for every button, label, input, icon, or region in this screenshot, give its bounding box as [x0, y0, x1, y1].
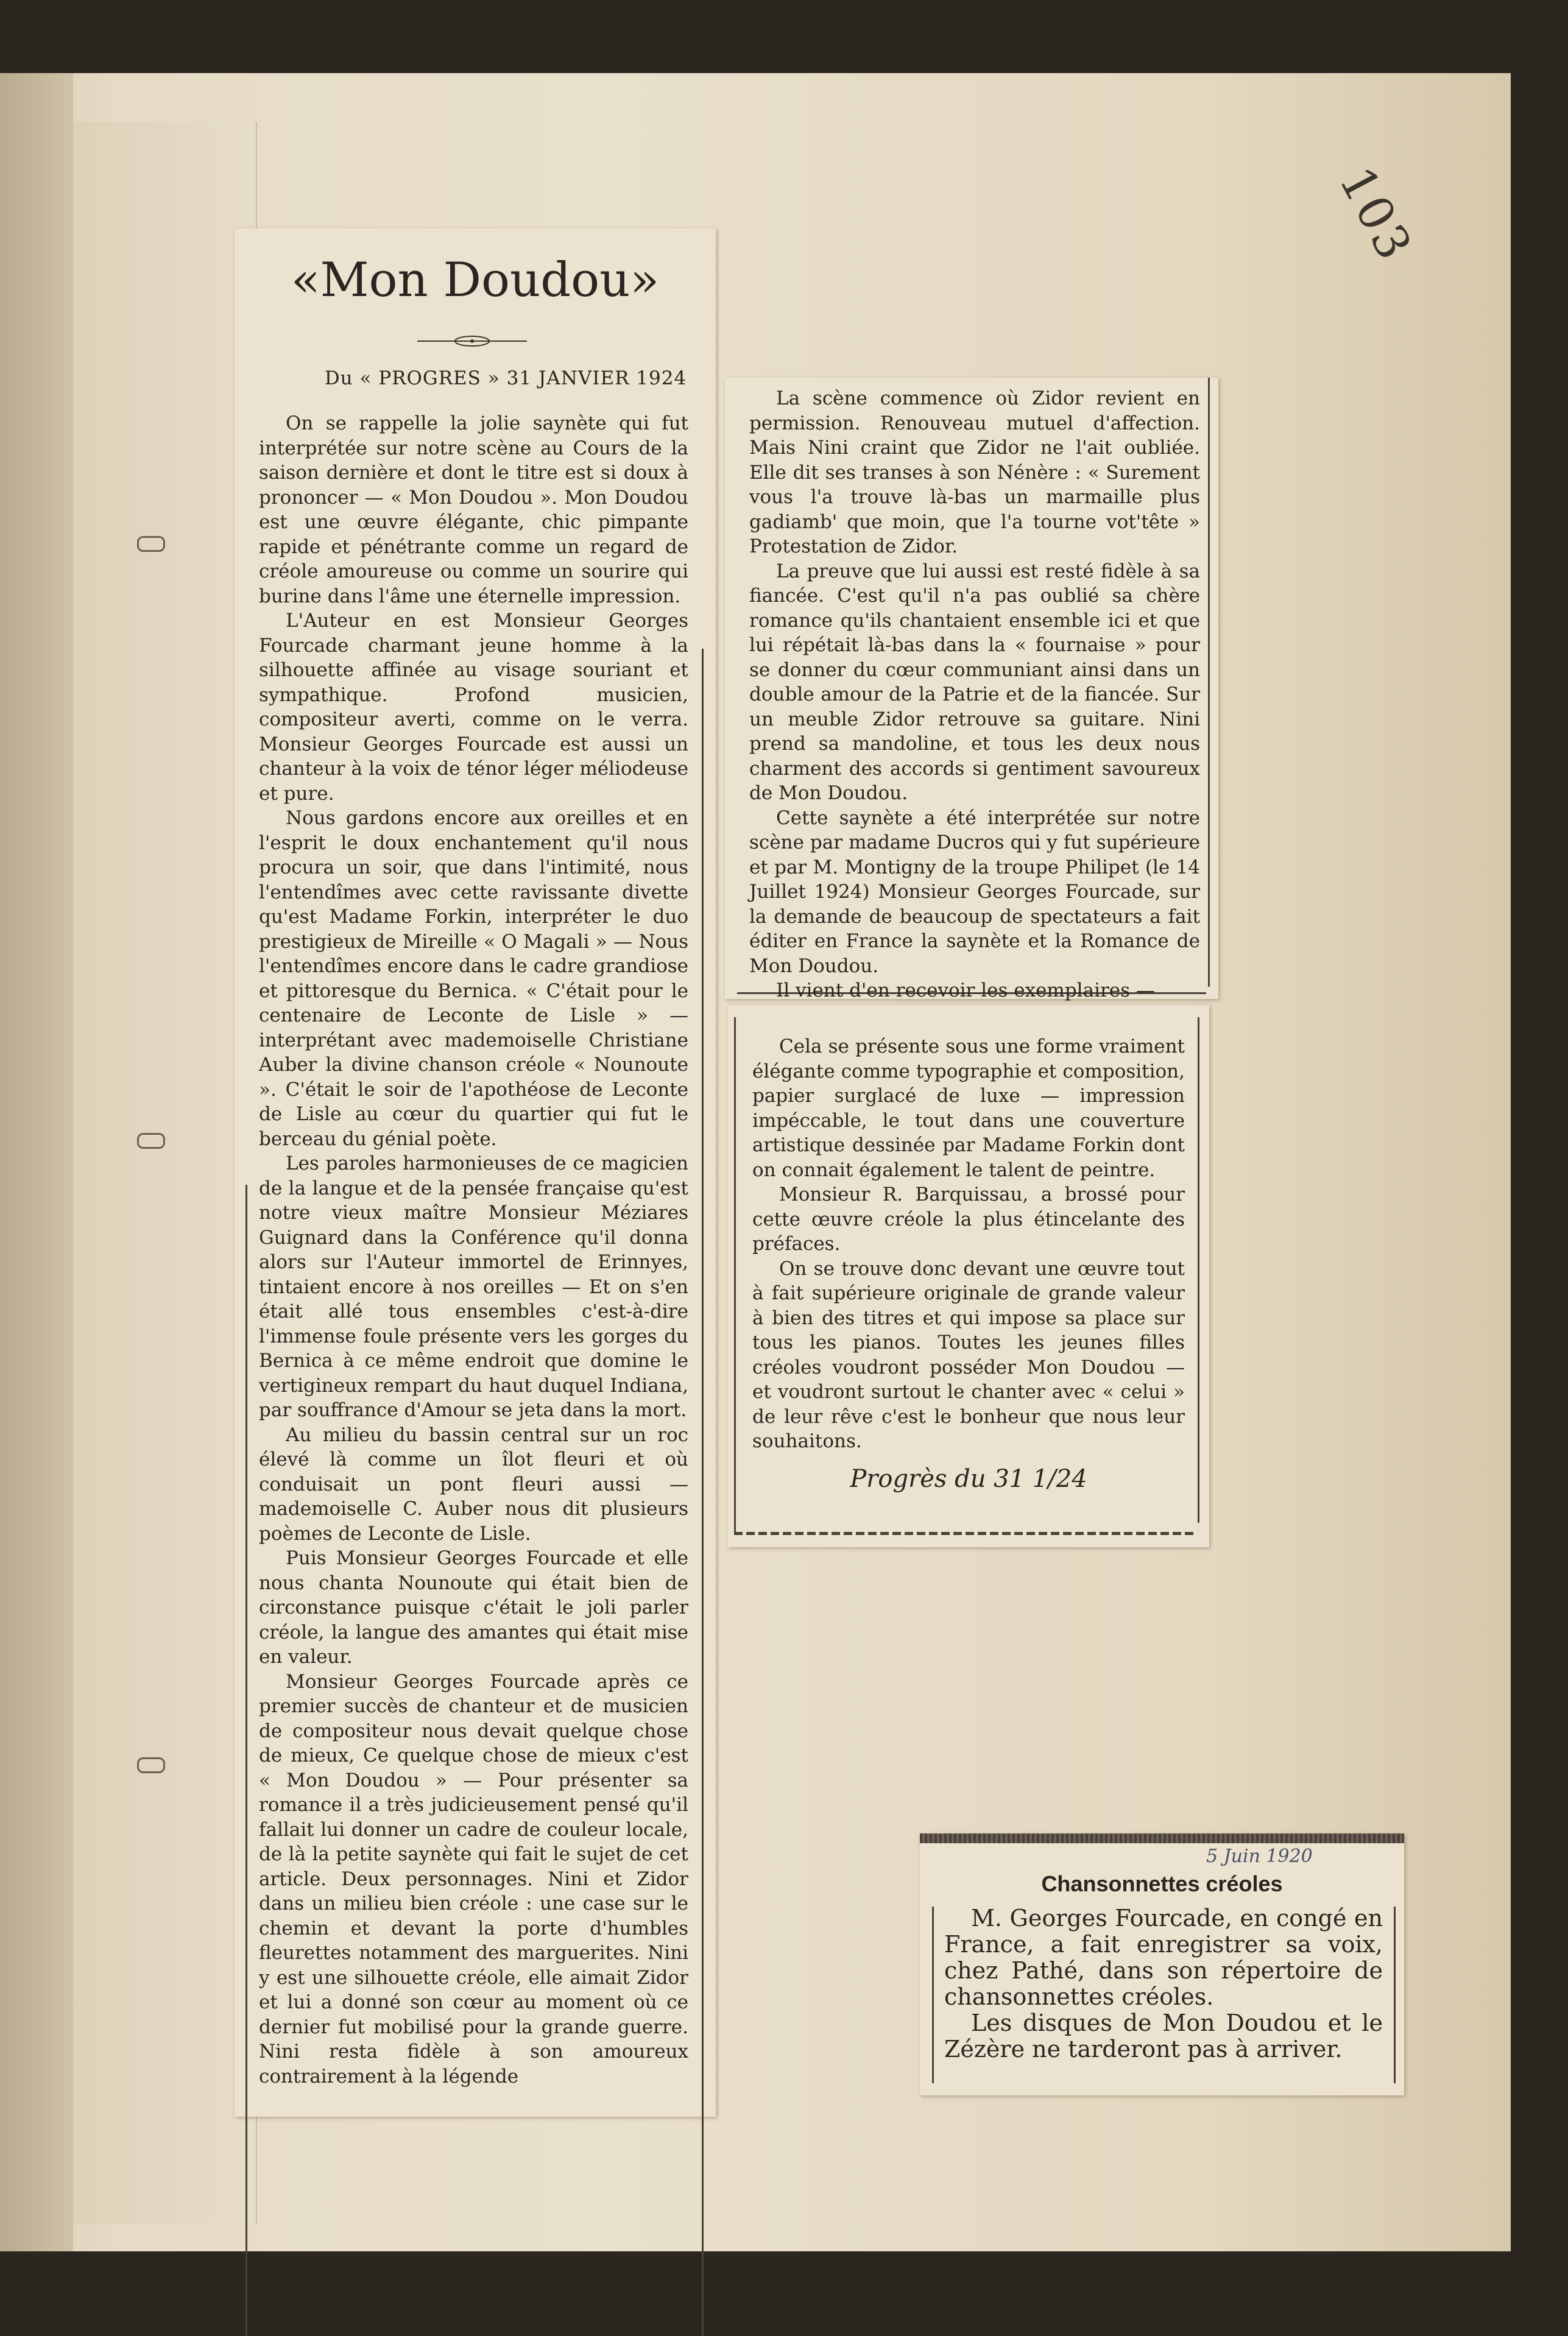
- paragraph: Cette saynète a été interprétée sur notre scène par madame Ducros qui y fut supérieure et par M. Montigny de la troupe Philipet (le 14 Juillet 1924) Monsieur Georges Fourcade, sur la demande de beaucoup de spectateurs a fait éditer en France la saynète et la Romance de Mon Doudou.: [749, 806, 1200, 977]
- paragraph: On se trouve donc devant une œuvre tout à fait supérieure originale de grande valeur à bien des titres et qui impose sa place sur tous les pianos. Toutes les jeunes filles créoles voudront posséder Mon Doudou — et voudront surtout le chanter avec « celui » de leur rêve c'est le bonheur que nous leur souhaitons.: [752, 1257, 1185, 1452]
- page-number: 103: [1328, 158, 1423, 271]
- ornament-divider: [417, 332, 527, 350]
- handwritten-date: 5 Juin 1920: [1206, 1846, 1313, 1867]
- clipping-main-article: [235, 228, 716, 2117]
- paragraph: La preuve que lui aussi est resté fidèle à sa fiancée. C'est qu'il n'a pas oublié sa chère romance qu'ils chantaient ensemble ici et que lui répétait là-bas dans la « fournaise » pour se donner du cœur communiant ainsi dans un double amour de la Patrie et de la fiancée. Sur un meuble Zidor retrouve sa guitare. Nini prend sa mandoline, et tous les deux nous charment des accords si gentiment savoureux de Mon Doudou.: [749, 560, 1200, 804]
- paragraph: Monsieur Georges Fourcade après ce premier succès de chanteur et de musicien de compositeur nous devait quelque chose de mieux, Ce quelque chose de mieux c'est « Mon Doudou » — Pour présenter sa romance il a très judicieusement pensé qu'il fallait lui donner un cadre de couleur locale, de là la petite saynète qui fait le sujet de cet article. Deux personnages. Nini et Zidor dans un milieu bien créole : une case sur le chemin et devant la porte d'humbles fleurettes notamment des marguerites. Nini y est une silhouette créole, elle aimait Zidor et lui a donné son cœur au moment où ce dernier fut mobilisé pour la grande guerre. Nini resta fidèle à son amoureux contrairement à la légende: [259, 1670, 688, 2087]
- paragraph: Cela se présente sous une forme vraiment élégante comme typographie et composition, papier surglacé de luxe — impression impéccable, le tout dans une couverture artistique dessinée par Madame Forkin dont on connait également le talent de peintre.: [752, 1036, 1185, 1181]
- article-source: Du « PROGRES » 31 JANVIER 1924: [324, 367, 687, 389]
- article-body: [944, 1905, 1383, 2063]
- book-binding: [0, 73, 73, 2251]
- article-body: [259, 411, 688, 2089]
- clipping-continuation: [725, 378, 1218, 999]
- clipping-chansonnettes: [920, 1833, 1404, 2095]
- paragraph: Nous gardons encore aux oreilles et en l'esprit le doux enchantement qu'il nous procura un soir, que dans l'intimité, nous l'entendîmes avec cette ravissante divette qu'est Madame Forkin, interpréter le duo prestigieux de Mireille « O Magali » — Nous l'entendîmes encore dans le cadre grandiose et pittoresque du Bernica. « C'était pour le centenaire de Leconte de Lisle » — interprétant avec mademoiselle Christiane Auber la divine chanson créole « Nounoute ». C'était le soir de l'apothéose de Leconte de Lisle au cœur du quartier qui fut le berceau du génial poète.: [259, 807, 688, 1150]
- paragraph: La scène commence où Zidor revient en permission. Renouveau mutuel d'affection. Mais Nini craint que Zidor ne l'ait oubliée. Elle dit ses transes à son Nénère : « Surement vous l'a trouve là-bas un marmaille plus gadiamb' que moin, que l'a tourne vot'tête » Protestation de Zidor.: [749, 387, 1200, 557]
- column-rule: [1394, 1907, 1396, 2083]
- binding-ring: [137, 1757, 165, 1773]
- column-rule: [702, 649, 704, 2336]
- paragraph: L'Auteur en est Monsieur Georges Fourcade charmant jeune homme à la silhouette affinée au visage souriant et sympathique. Profond musicien, compositeur averti, comme on le verra. Monsieur Georges Fourcade est aussi un chanteur à la voix de ténor léger méliodeuse et pure.: [259, 610, 688, 805]
- article-title: «Mon Doudou»: [291, 253, 660, 308]
- binding-ring: [137, 1133, 165, 1149]
- paragraph: Puis Monsieur Georges Fourcade et elle nous chanta Nounoute qui était bien de circonstance puisque c'était le joli parler créole, la langue des amantes qui était mise en valeur.: [259, 1547, 688, 1668]
- paragraph: M. Georges Fourcade, en congé en France, a fait enregistrer sa voix, chez Pathé, dans son répertoire de chansonnettes créoles.: [944, 1905, 1383, 2010]
- article-heading: Chansonnettes créoles: [1041, 1871, 1283, 1896]
- paragraph: Les disques de Mon Doudou et le Zézère ne tarderont pas à arriver.: [944, 2010, 1383, 2063]
- column-rule: [245, 1185, 247, 2336]
- column-rule: [1198, 1017, 1199, 1523]
- column-rule: [734, 1017, 736, 1535]
- paragraph: Monsieur R. Barquissau, a brossé pour cette œuvre créole la plus étincelante des préfaces.: [752, 1184, 1185, 1255]
- paragraph: On se rappelle la jolie saynète qui fut interprétée sur notre scène au Cours de la saison dernière et dont le titre est si doux à prononcer — « Mon Doudou ». Mon Doudou est une œuvre élégante, chic pimpante rapide et pénétrante comme un regard de créole amoureuse ou comme un sourire qui burine dans l'âme une éternelle impression.: [259, 412, 688, 607]
- article-body: [749, 386, 1200, 1003]
- paragraph: Les paroles harmonieuses de ce magicien de la langue et de la pensée française qu'est notre vieux maître Monsieur Méziares Guignard dans la Conférence qu'il donna alors sur l'Auteur immortel de Erinnyes, tintaient encore à nos oreilles — Et on s'en était allé tous ensembles c'est-à-dire l'immense foule présente vers les gorges du Bernica à ce même endroit que domine le vertigineux rempart du haut duquel Indiana, par souffrance d'Amour se jeta dans la mort.: [259, 1152, 688, 1421]
- column-rule: [932, 1907, 934, 2083]
- column-rule: [1208, 378, 1210, 987]
- article-body: [752, 1034, 1185, 1454]
- article-credit: Progrès du 31 1/24: [850, 1465, 1087, 1493]
- dashed-rule: [734, 1532, 1197, 1535]
- binding-ring: [137, 536, 165, 552]
- paragraph: Il vient d'en recevoir les exemplaires —: [776, 979, 1155, 1001]
- header-rule: [920, 1833, 1404, 1843]
- clipping-ending: [728, 1005, 1209, 1547]
- stub-paper-strip: [73, 122, 257, 2223]
- paragraph: Au milieu du bassin central sur un roc élevé là comme un îlot fleuri et où conduisait un pont fleuri aussi — mademoiselle C. Auber nous dit plusieurs poèmes de Leconte de Lisle.: [259, 1424, 688, 1545]
